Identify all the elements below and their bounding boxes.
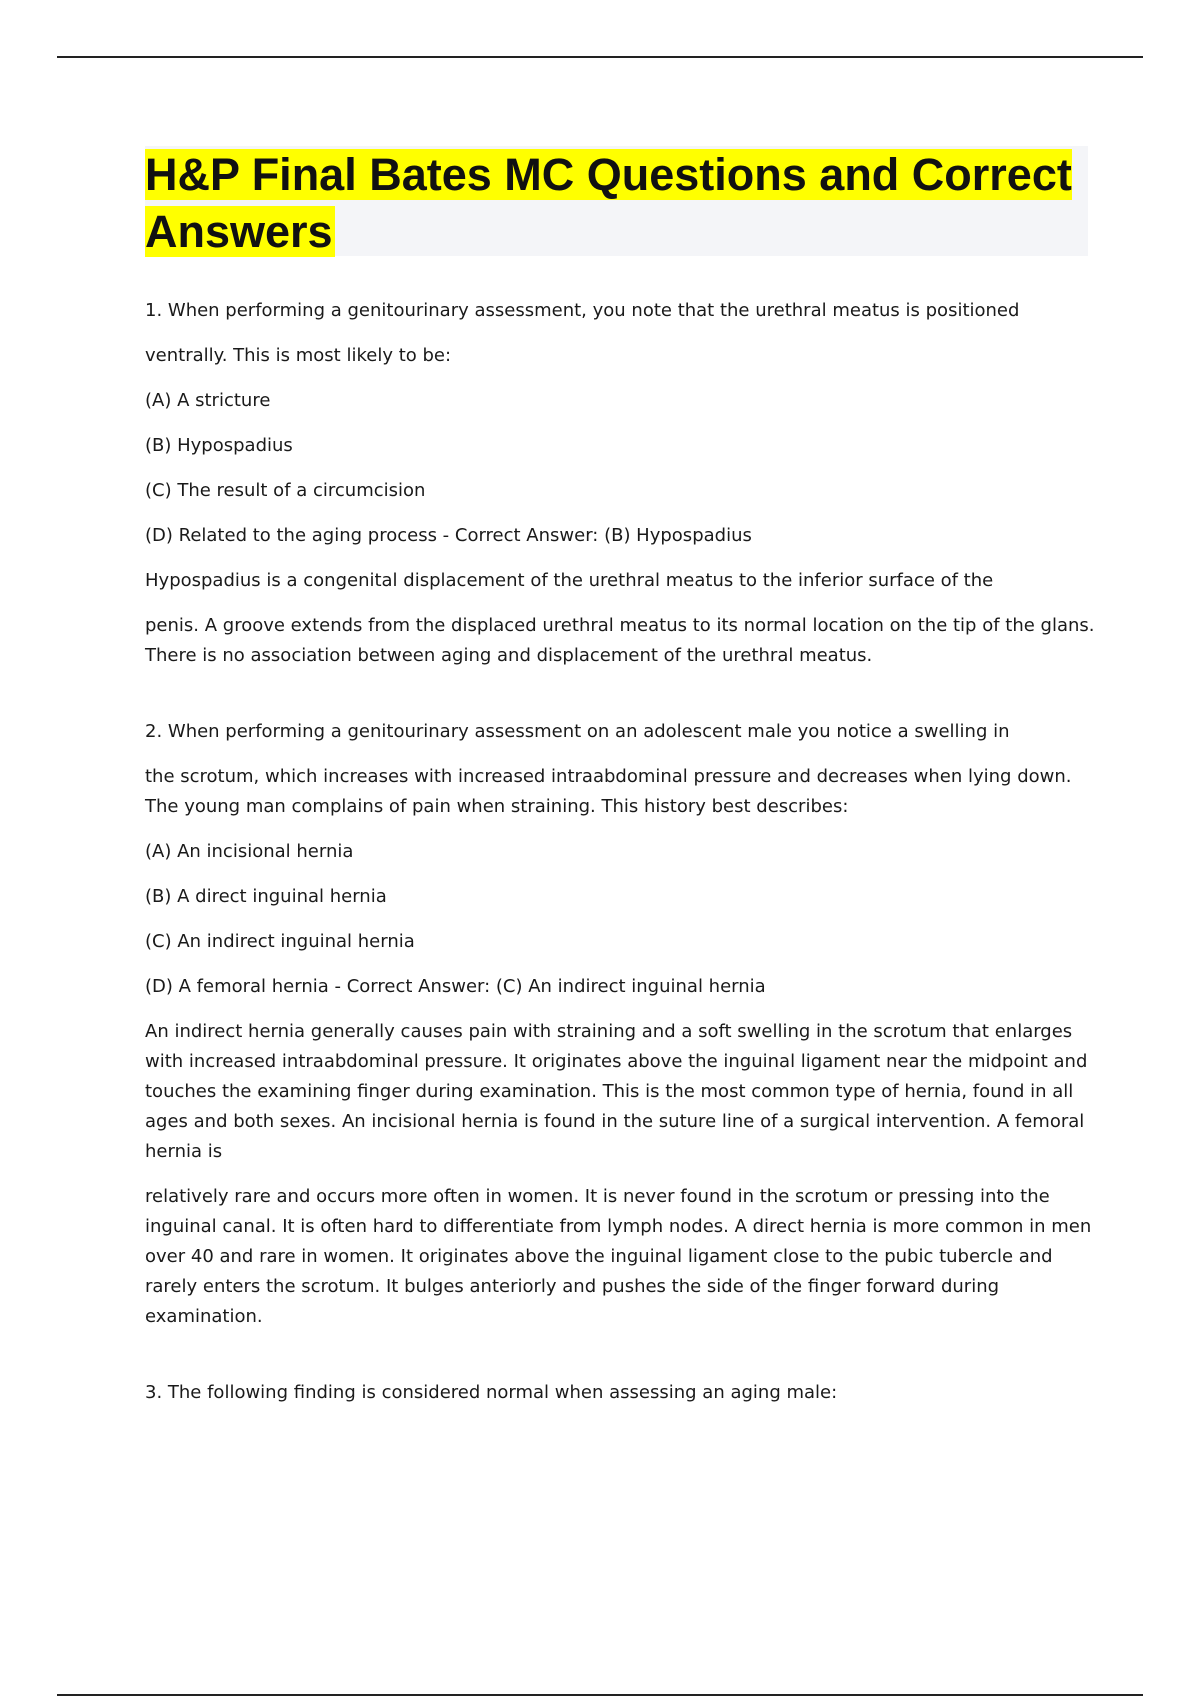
question-1-explanation-line-1: Hypospadius is a congenital displacement of the urethral meatus to the inferior surface of the — [145, 570, 994, 591]
document-title — [145, 146, 1088, 260]
question-2-option-c: (C) An indirect inguinal hernia — [145, 931, 415, 952]
question-2-option-d-answer: (D) A femoral hernia - Correct Answer: (C) An indirect inguinal hernia — [145, 976, 766, 997]
footer-rule — [57, 1694, 1143, 1696]
question-1 — [145, 296, 1095, 671]
question-3 — [145, 1378, 1095, 1408]
question-2-option-b: (B) A direct inguinal hernia — [145, 886, 387, 907]
title-block — [145, 146, 1088, 256]
question-1-option-b: (B) Hypospadius — [145, 435, 293, 456]
question-1-explanation: penis. A groove extends from the displaced urethral meatus to its normal location on the tip of the glans. There is no association between aging and displacement of the urethral meatus. — [145, 615, 1095, 666]
question-2-stem: the scrotum, which increases with increased intraabdominal pressure and decreases when lying down. The young man complains of pain when straining. This history best describes: — [145, 766, 1072, 817]
document-body — [145, 296, 1095, 1408]
header-rule — [57, 56, 1143, 58]
question-1-stem-line-1: 1. When performing a genitourinary assessment, you note that the urethral meatus is positioned — [145, 300, 1020, 321]
question-2-stem-line-1: 2. When performing a genitourinary assessment on an adolescent male you notice a swelling in — [145, 721, 1010, 742]
question-2-option-a: (A) An incisional hernia — [145, 841, 354, 862]
question-1-option-c: (C) The result of a circumcision — [145, 480, 426, 501]
question-2-explanation-part-1: An indirect hernia generally causes pain with straining and a soft swelling in the scrotum that enlarges with increased intraabdominal pressure. It originates above the inguinal ligament near the midpoint and touches the examining finger during examination. This is the most common type of hernia, found in all ages and both sexes. An incisional hernia is found in the suture line of a surgical intervention. A femoral hernia is — [145, 1021, 1088, 1162]
document-title-highlight: H&P Final Bates MC Questions and Correct Answers — [145, 149, 1072, 257]
question-1-option-a: (A) A stricture — [145, 390, 271, 411]
question-2-explanation-part-2: relatively rare and occurs more often in women. It is never found in the scrotum or pressing into the inguinal canal. It is often hard to differentiate from lymph nodes. A direct hernia is more common in men over 40 and rare in women. It originates above the inguinal ligament close to the pubic tubercle and rarely enters the scrotum. It bulges anteriorly and pushes the side of the finger forward during examination. — [145, 1186, 1092, 1327]
question-3-stem-line-1: 3. The following finding is considered normal when assessing an aging male: — [145, 1382, 838, 1403]
question-2 — [145, 717, 1095, 1332]
question-1-option-d-answer: (D) Related to the aging process - Correct Answer: (B) Hypospadius — [145, 525, 752, 546]
question-1-stem-line-2: ventrally. This is most likely to be: — [145, 345, 452, 366]
